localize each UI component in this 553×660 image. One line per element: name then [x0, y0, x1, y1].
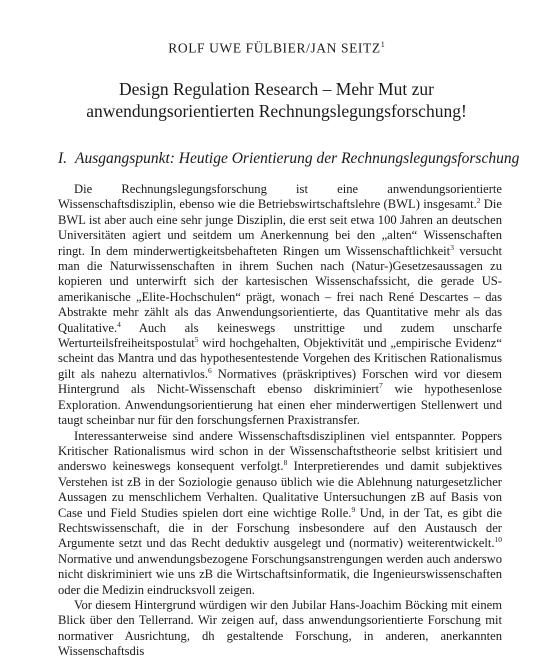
body-paragraph [58, 429, 502, 598]
paragraph-text-run: Vor diesem Hintergrund würdigen wir den Jubilar Hans-Joachim Böcking mit einem Blick über den Tellerrand. Wir zeigen auf, dass anwendungsorientierte Forschung mit normativer Ausrichtung, dh gestaltende Forschung, in anderen, anerkannten Wissenschaftsdis [58, 597, 502, 659]
paragraph-text-run: Normative und anwendungsbezogene Forschungsanstrengungen werden auch anderswo nicht diskriminiert wie uns zB die Wirtschaftsinformatik, die Ingenieurswissenschaften oder die Medizin eindrucksvoll zeigen. [58, 551, 502, 597]
footnote-marker: 9 [351, 504, 356, 514]
paragraph-text-run: Die BWL ist aber auch eine sehr junge Disziplin, die erst seit etwa 100 Jahren an deutschen Universitäten agiert und seitdem um Anerkennung bei den „alten“ Wissenschaften ringt. In dem minderwertigkeitsbehafteten Ringen um Wissenschaftlichkeit [58, 197, 502, 258]
footnote-marker: 10 [494, 535, 502, 545]
footnote-marker: 8 [283, 458, 288, 468]
paragraph-text-run: versucht man die Naturwissenschaften in ihrem Suchen nach (Natur-)Gesetzesaussagen zu kopieren und unterwirft sich der kartesischen Wissenschafssicht, die gerade US-amerikanische „Elite-Hochschulen“ prägt, wonach – frei nach René Descartes – das Abstrakte mehr zählt als das Anwendungsorientierte, das Quantitative mehr als das Qualitative. [58, 243, 502, 335]
body-paragraph [58, 598, 502, 660]
body-paragraph [58, 182, 502, 429]
body-text [58, 182, 502, 660]
paragraph-text-run: wird hochgehalten, Objektivität und „empirische Evidenz“ scheint das Mantra und das hypothesentestende Vorgehen des Kritischen Rationalismus gilt als nahezu alternativlos. [58, 336, 502, 381]
footnote-marker: 6 [208, 365, 212, 375]
paragraph-text-run: wie hypothesenlose Exploration. Anwendungsorientierung hat einen eher minderwertigen Stellenwert und taugt scheinbar nur für den forschungsfernen Praxistransfer. [58, 382, 502, 428]
footnote-marker: 7 [378, 381, 383, 391]
paragraph-text-run: Die Rechnungslegungsforschung ist eine anwendungsorientierte Wissenschaftsdisziplin, ebenso wie die Betriebswirtschaftslehre (BWL) insgesamt. [58, 182, 502, 212]
section-title: Ausgangspunkt: Heutige Orientierung der Rechnungslegungsforschung [75, 150, 520, 167]
article-title [40, 78, 513, 122]
footnote-marker: 3 [450, 242, 454, 252]
footnote-marker: 4 [117, 319, 121, 329]
paragraph-text-run: Normatives (präskriptives) Forschen wird vor diesem Hintergrund als Nicht-Wissenschaft ebenso diskriminiert [58, 366, 502, 397]
section-number: I. [58, 150, 68, 167]
paragraph-text-run: Interessanterweise sind andere Wissenschaftsdisziplinen viel entspannter. Poppers Kritischer Rationalismus wird schon in der Wissenschaftstheorie selbst kritisiert und anderswo keineswegs konsequent verfolgt. [58, 428, 502, 474]
paragraph-text-run: Auch als keineswegs unstrittige und zudem unscharfe Werturteilsfreiheitspostulat [58, 320, 502, 351]
footnote-marker: 2 [476, 196, 481, 206]
title-line-2: anwendungsorientierten Rechnungslegungsforschung! [86, 101, 467, 121]
title-line-1: Design Regulation Research – Mehr Mut zur [119, 79, 434, 99]
paragraph-text-run: Interpretierendes und damit subjektives Verstehen ist zB in der Soziologie genauso üblich wie die Ablehnung naturgesetzlicher Aussagen zu menschlichem Verhalten. Qualitative Untersuchungen zB auf Basis von Case und Field Studies spielen dort eine wichtige Rolle. [58, 459, 503, 520]
author-footnote-marker: 1 [380, 40, 385, 49]
footnote-marker: 5 [194, 334, 199, 344]
section-heading [58, 150, 528, 168]
authors-text: ROLF UWE FÜLBIER/JAN SEITZ [168, 40, 381, 56]
author-line [0, 40, 553, 57]
paragraph-text-run: Und, in der Tat, es gibt die Rechtswissenschaft, die in der Forschung insbesondere auf den Austausch der Argumente setzt und das Recht deduktiv ausgelegt und (normativ) weiterentwickelt. [58, 505, 503, 551]
